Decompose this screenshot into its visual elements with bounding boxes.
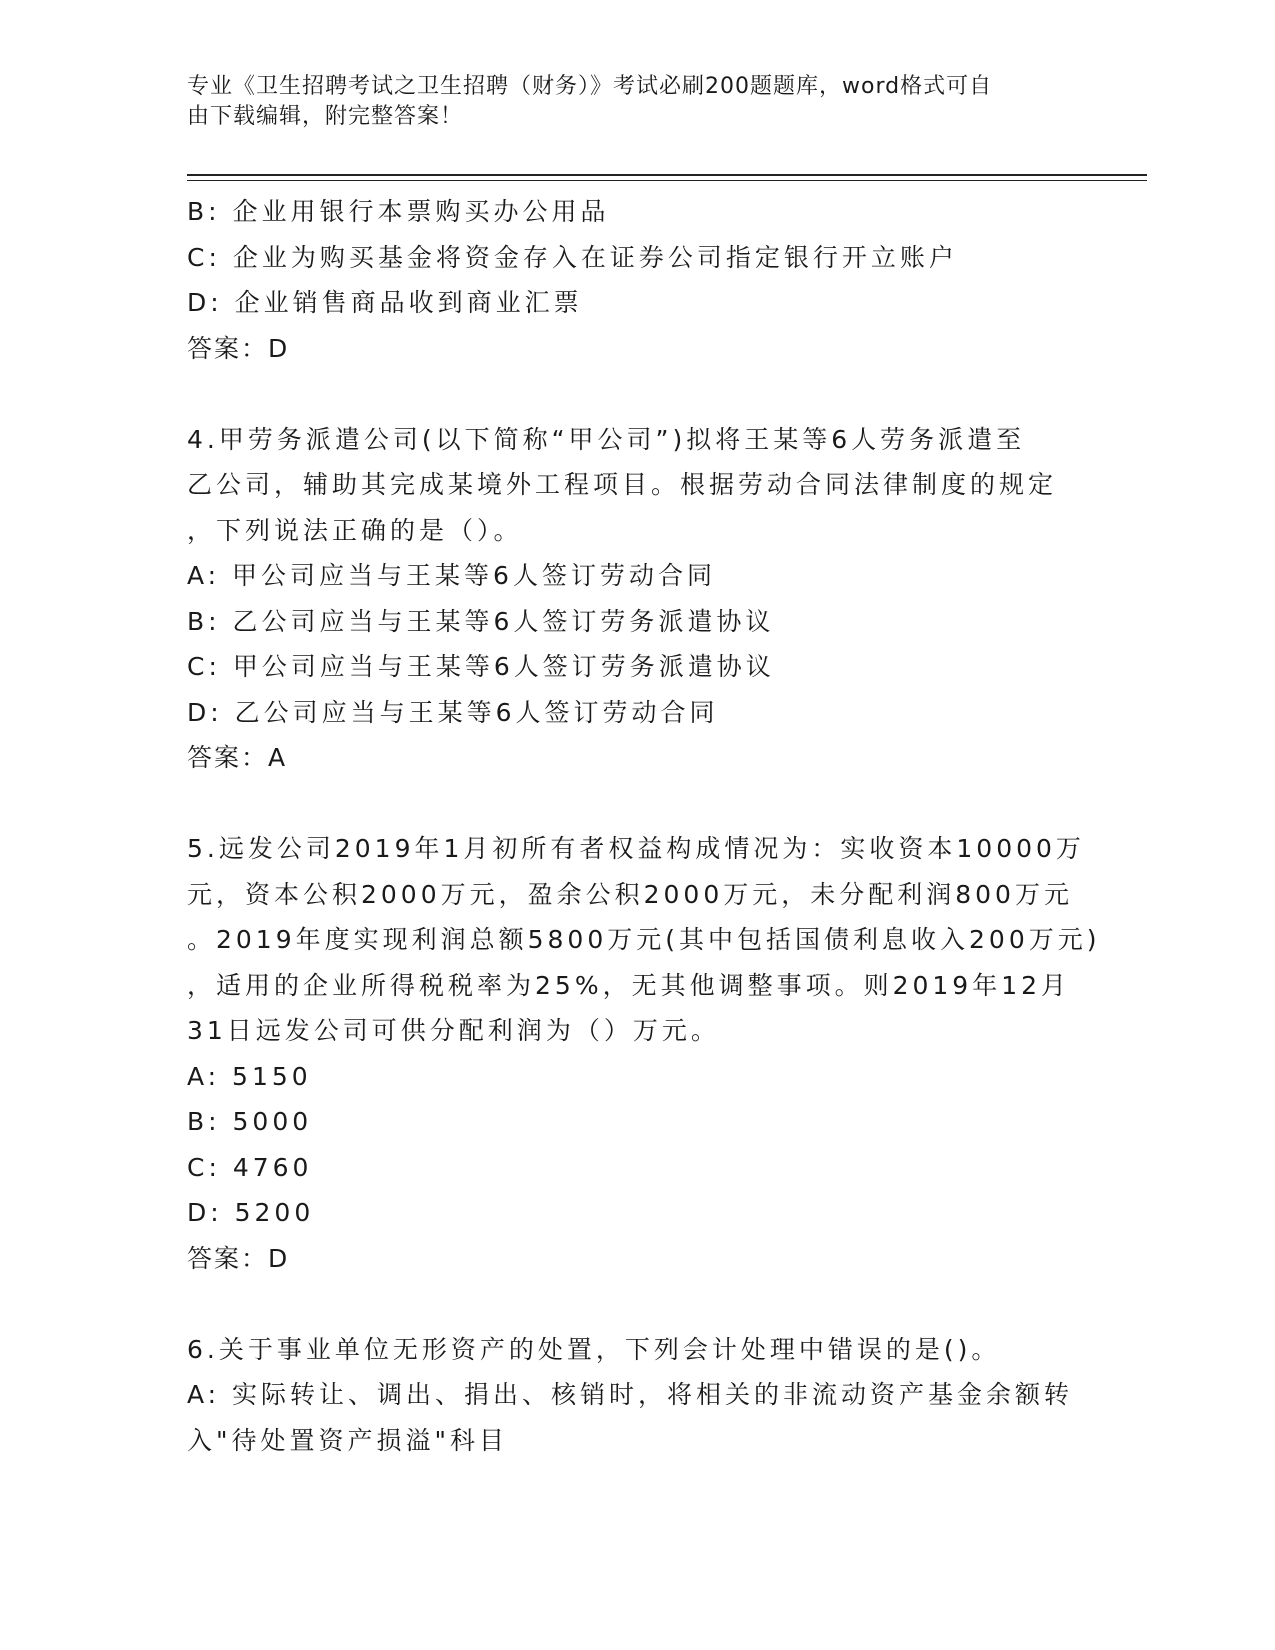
question-stem-line: ，下列说法正确的是（）。: [187, 515, 523, 545]
question-stem-line: 4.甲劳务派遣公司(以下简称“甲公司”)拟将王某等6人劳务派遣至: [187, 424, 1026, 454]
answer-line: 答案：D: [187, 333, 290, 363]
question-stem-line: 6.关于事业单位无形资产的处置，下列会计处理中错误的是()。: [187, 1334, 1001, 1364]
option-d: D: 乙公司应当与王某等6人签订劳动合同: [187, 697, 719, 727]
header-line: 由下载编辑，附完整答案！: [187, 104, 464, 129]
option-a: A: 5150: [187, 1061, 312, 1091]
option-b: B: 乙公司应当与王某等6人签订劳务派遣协议: [187, 606, 775, 636]
header-line: 专业《卫生招聘考试之卫生招聘（财务）》考试必刷200题题库，word格式可自: [187, 74, 993, 99]
question-5: [187, 826, 1101, 1281]
question-stem-line: 5.远发公司2019年1月初所有者权益构成情况为：实收资本10000万: [187, 834, 1085, 863]
question-list: [187, 189, 1101, 1463]
option-d: D: 企业销售商品收到商业汇票: [187, 288, 583, 317]
question-stem-line: 31日远发公司可供分配利润为（）万元。: [187, 1016, 720, 1045]
header-divider-thin: [187, 180, 1147, 181]
question-3: [187, 189, 1087, 371]
document-header: [187, 72, 1087, 132]
question-6: [187, 1327, 1087, 1464]
option-b: B: 企业用银行本票购买办公用品: [187, 197, 610, 226]
header-divider: [187, 174, 1147, 176]
option-a-continued: 入"待处置资产损溢"科目: [187, 1425, 508, 1455]
question-4: [187, 417, 1087, 781]
option-b: B: 5000: [187, 1107, 313, 1136]
option-d: D: 5200: [187, 1198, 315, 1227]
question-stem-line: 元，资本公积2000万元，盈余公积2000万元，未分配利润800万元: [187, 879, 1073, 909]
spacer: [187, 781, 1087, 827]
option-a: A: 实际转让、调出、捐出、核销时，将相关的非流动资产基金余额转: [187, 1380, 1074, 1409]
question-stem-line: 乙公司，辅助其完成某境外工程项目。根据劳动合同法律制度的规定: [187, 470, 1058, 499]
spacer: [187, 1281, 1087, 1327]
option-c: C: 企业为购买基金将资金存入在证券公司指定银行开立账户: [187, 242, 958, 272]
question-stem-line: 。2019年度实现利润总额5800万元(其中包括国债利息收入200万元): [187, 925, 1101, 954]
option-a: A: 甲公司应当与王某等6人签订劳动合同: [187, 561, 716, 590]
option-c: C: 4760: [187, 1152, 313, 1182]
option-c: C: 甲公司应当与王某等6人签订劳务派遣协议: [187, 652, 775, 681]
answer-line: 答案：A: [187, 743, 288, 772]
spacer: [187, 371, 1087, 417]
question-stem-line: ，适用的企业所得税税率为25%，无其他调整事项。则2019年12月: [187, 970, 1071, 1000]
answer-line: 答案：D: [187, 1243, 290, 1273]
